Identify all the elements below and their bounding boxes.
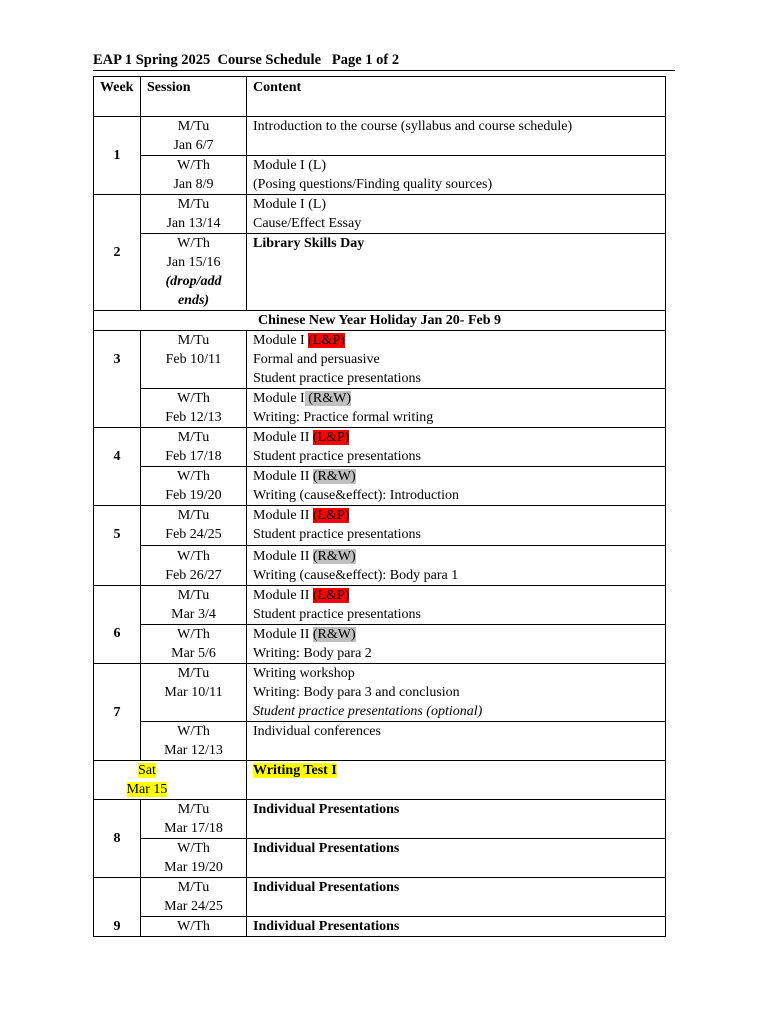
session-cell xyxy=(141,467,247,506)
session-cell xyxy=(141,506,247,546)
column-header-content: Content xyxy=(247,77,666,117)
session-day: W/Th xyxy=(177,549,210,564)
content-line xyxy=(253,389,665,408)
table-row xyxy=(94,506,666,546)
content-line: Individual conferences xyxy=(253,724,381,739)
content-cell xyxy=(247,917,666,937)
content-cell xyxy=(247,586,666,625)
content-line xyxy=(253,586,665,605)
table-row xyxy=(94,761,666,800)
session-cell xyxy=(141,117,247,156)
lp-tag: (L&P) xyxy=(312,430,350,445)
session-date: Feb 12/13 xyxy=(165,410,222,425)
content-cell xyxy=(247,878,666,917)
test-date: Mar 15 xyxy=(126,782,168,797)
week-number: 1 xyxy=(94,117,141,195)
session-day xyxy=(94,761,200,780)
table-row xyxy=(94,917,666,937)
session-day: M/Tu xyxy=(177,508,210,523)
session-cell xyxy=(141,156,247,195)
content-line: Individual Presentations xyxy=(253,841,400,856)
content-line: Cause/Effect Essay xyxy=(253,216,362,231)
content-line: Writing: Practice formal writing xyxy=(253,410,434,425)
content-line: Student practice presentations xyxy=(253,449,421,464)
week-number: 8 xyxy=(94,800,141,878)
content-line xyxy=(253,625,665,644)
session-date: Feb 19/20 xyxy=(165,488,222,503)
session-day: M/Tu xyxy=(177,880,210,895)
rw-tag: (R&W) xyxy=(312,469,356,484)
content-line: Individual Presentations xyxy=(253,880,400,895)
rw-tag: (R&W) xyxy=(304,391,351,406)
content-line: Formal and persuasive xyxy=(253,352,380,367)
content-cell xyxy=(247,195,666,234)
table-row xyxy=(94,625,666,664)
session-day: W/Th xyxy=(177,919,210,934)
module-label: Module II xyxy=(253,508,313,523)
table-row xyxy=(94,839,666,878)
rw-tag: (R&W) xyxy=(312,627,356,642)
session-cell xyxy=(141,839,247,878)
table-row xyxy=(94,722,666,761)
content-line: Individual Presentations xyxy=(253,919,400,934)
session-cell xyxy=(141,389,247,428)
content-cell xyxy=(247,800,666,839)
session-day: W/Th xyxy=(177,627,210,642)
session-cell xyxy=(141,546,247,586)
session-date: Mar 3/4 xyxy=(171,607,216,622)
table-row xyxy=(94,331,666,389)
table-row xyxy=(94,389,666,428)
table-row xyxy=(94,156,666,195)
session-day: W/Th xyxy=(177,391,210,406)
session-day: M/Tu xyxy=(177,333,210,348)
lp-tag: (L&P) xyxy=(312,508,350,523)
session-date: Mar 10/11 xyxy=(164,685,223,700)
session-cell xyxy=(141,722,247,761)
table-row xyxy=(94,546,666,586)
holiday-row xyxy=(94,311,666,331)
session-date: Feb 10/11 xyxy=(165,352,222,367)
content-line: (Posing questions/Finding quality sources) xyxy=(253,177,493,192)
content-line: Individual Presentations xyxy=(253,802,400,817)
week-number: 3 xyxy=(94,331,141,428)
session-cell xyxy=(141,195,247,234)
content-cell xyxy=(247,664,666,722)
session-cell xyxy=(141,586,247,625)
content-line xyxy=(253,467,665,486)
table-row xyxy=(94,234,666,311)
writing-test-label: Writing Test I xyxy=(253,763,337,778)
content-cell xyxy=(247,546,666,586)
content-line: Introduction to the course (syllabus and course schedule) xyxy=(253,119,573,134)
module-label: Module II xyxy=(253,469,313,484)
content-cell xyxy=(247,428,666,467)
content-line: Writing (cause&effect): Body para 1 xyxy=(253,568,459,583)
column-header-week: Week xyxy=(94,77,141,117)
content-cell xyxy=(247,722,666,761)
content-line: Module I (L) xyxy=(253,197,327,212)
module-label: Module II xyxy=(253,430,313,445)
content-cell xyxy=(247,389,666,428)
session-date: Feb 24/25 xyxy=(165,527,222,542)
course-schedule-table xyxy=(93,76,666,937)
table-row xyxy=(94,195,666,234)
content-line: Library Skills Day xyxy=(253,236,365,251)
session-cell xyxy=(141,917,247,937)
column-header-session: Session xyxy=(141,77,247,117)
session-day: W/Th xyxy=(177,236,210,251)
test-day: Sat xyxy=(138,763,156,778)
session-cell xyxy=(141,800,247,839)
table-row xyxy=(94,878,666,917)
table-row xyxy=(94,428,666,467)
session-day: M/Tu xyxy=(177,802,210,817)
content-line: Student practice presentations xyxy=(253,527,421,542)
content-line: Writing workshop xyxy=(253,666,355,681)
content-cell xyxy=(247,156,666,195)
content-line: Student practice presentations xyxy=(253,371,421,386)
table-row xyxy=(94,586,666,625)
table-row xyxy=(94,467,666,506)
week-number: 5 xyxy=(94,506,141,586)
session-date: Mar 12/13 xyxy=(164,743,223,758)
content-cell xyxy=(247,506,666,546)
content-cell xyxy=(247,625,666,664)
session-day: W/Th xyxy=(177,469,210,484)
session-date: Feb 17/18 xyxy=(165,449,222,464)
content-line xyxy=(253,428,665,447)
content-cell xyxy=(247,117,666,156)
module-label: Module II xyxy=(253,549,313,564)
session-cell xyxy=(94,761,247,800)
table-header-row xyxy=(94,77,666,117)
content-line: Writing: Body para 2 xyxy=(253,646,372,661)
drop-add-note: (drop/add xyxy=(165,274,222,289)
session-date: Feb 26/27 xyxy=(165,568,222,583)
week-number: 7 xyxy=(94,664,141,761)
content-line xyxy=(253,761,665,780)
session-day: M/Tu xyxy=(177,588,210,603)
content-line: Student practice presentations (optional) xyxy=(253,704,483,719)
content-line: Writing (cause&effect): Introduction xyxy=(253,488,459,503)
lp-tag: (L&P) xyxy=(308,333,345,348)
session-cell xyxy=(141,878,247,917)
session-date: Jan 13/14 xyxy=(166,216,221,231)
content-cell xyxy=(247,761,666,800)
content-line xyxy=(253,547,665,566)
table-row xyxy=(94,800,666,839)
content-line xyxy=(253,506,665,525)
module-label: Module I xyxy=(253,333,309,348)
session-date: Mar 24/25 xyxy=(164,899,223,914)
table-row xyxy=(94,664,666,722)
holiday-notice: Chinese New Year Holiday Jan 20- Feb 9 xyxy=(94,311,666,331)
week-number: 9 xyxy=(94,878,141,937)
lp-tag: (L&P) xyxy=(312,588,350,603)
content-cell xyxy=(247,467,666,506)
content-cell xyxy=(247,234,666,311)
drop-add-note: ends) xyxy=(177,293,210,308)
session-date: Mar 17/18 xyxy=(164,821,223,836)
session-cell xyxy=(141,234,247,311)
week-number: 6 xyxy=(94,586,141,664)
session-cell xyxy=(141,331,247,389)
content-line xyxy=(253,331,665,350)
session-day: M/Tu xyxy=(177,119,210,134)
content-line: Writing: Body para 3 and conclusion xyxy=(253,685,460,700)
table-row xyxy=(94,117,666,156)
module-label: Module II xyxy=(253,627,313,642)
module-label: Module I xyxy=(253,391,305,406)
session-day: M/Tu xyxy=(177,197,210,212)
session-date: Jan 15/16 xyxy=(166,255,221,270)
content-line: Module I (L) xyxy=(253,158,327,173)
module-label: Module II xyxy=(253,588,313,603)
content-line: Student practice presentations xyxy=(253,607,421,622)
session-day: W/Th xyxy=(177,724,210,739)
session-cell xyxy=(141,625,247,664)
session-date: Jan 6/7 xyxy=(173,138,214,153)
content-cell xyxy=(247,839,666,878)
rw-tag: (R&W) xyxy=(312,549,356,564)
week-number: 4 xyxy=(94,428,141,506)
page-header-title: EAP 1 Spring 2025 Course Schedule Page 1 of 2 xyxy=(93,51,675,71)
session-date: Jan 8/9 xyxy=(173,177,214,192)
session-cell xyxy=(141,428,247,467)
session-cell xyxy=(141,664,247,722)
session-day: W/Th xyxy=(177,158,210,173)
session-date: Mar 5/6 xyxy=(171,646,216,661)
session-day: M/Tu xyxy=(177,666,210,681)
session-day: W/Th xyxy=(177,841,210,856)
session-date: Mar 19/20 xyxy=(164,860,223,875)
session-day: M/Tu xyxy=(177,430,210,445)
content-cell xyxy=(247,331,666,389)
session-date xyxy=(94,780,200,799)
week-number: 2 xyxy=(94,195,141,311)
